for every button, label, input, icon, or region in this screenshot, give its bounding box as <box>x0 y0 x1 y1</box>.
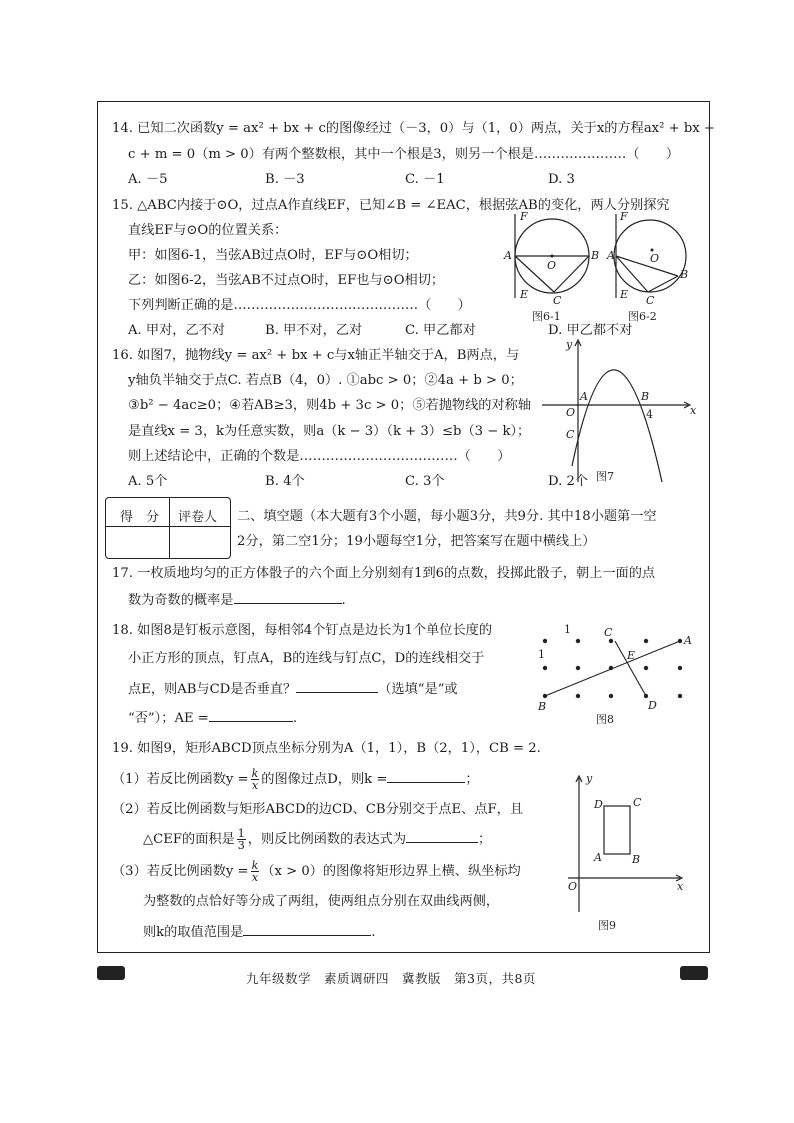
fig61-label-b: B <box>591 249 600 262</box>
fig9-label-b: B <box>632 853 641 866</box>
fig62-label-e: E <box>620 288 629 301</box>
fig62-label-a: A <box>607 249 615 262</box>
fig62-label-b: B <box>680 268 689 281</box>
q15-line4: 乙：如图6-2，当弦AB不过点O时，EF也与⊙O相切； <box>128 273 445 288</box>
q19-answer-blank-1[interactable] <box>387 771 465 783</box>
fig9-label-c: C <box>633 796 642 809</box>
figure-6-1 <box>502 206 602 326</box>
fig62-caption: 图6-2 <box>628 310 657 323</box>
figure-7 <box>538 336 702 489</box>
q15-option-b: B. 甲不对，乙对 <box>265 323 363 338</box>
q16-line1: 16. 如图7，抛物线y = ax² + bx + c与x轴正半轴交于A，B两点，与 <box>112 348 520 363</box>
q16-line2: y轴负半轴交于点C. 若点B（4，0）. ①abc > 0；②4a + b > 0； <box>128 373 523 388</box>
q15-line5: 下列判断正确的是……………………………………（ ） <box>128 298 471 313</box>
fig7-label-x: x <box>690 404 697 417</box>
q19-answer-blank-3[interactable] <box>243 924 371 936</box>
q16-option-a: A. 5个 <box>128 474 168 489</box>
fig9-label-d: D <box>594 798 603 811</box>
q16-line3: ③b² − 4ac≥0；④若AB≥3，则4b + 3c > 0；⑤若抛物线的对称轴 <box>128 398 532 413</box>
fig8-label-b: B <box>538 700 547 713</box>
q19-part1-tail: 的图像过点D，则k = <box>261 772 388 787</box>
fig9-label-a: A <box>594 851 602 864</box>
fig61-label-f: F <box>520 210 528 223</box>
fig7-caption: 图7 <box>596 470 614 483</box>
q16-line4: 是直线x = 3，k为任意实数，则a（k − 3）（k + 3）≤b（3 − k）； <box>128 424 531 439</box>
q18-line4: “否”）；AE = . <box>128 711 298 726</box>
q18-line3-tail: （选填“是”或 <box>378 682 458 697</box>
q19-part3-tail: （x > 0）的图像将矩形边界上横、纵坐标均 <box>261 864 521 879</box>
q15-option-c: C. 甲乙都对 <box>405 323 476 338</box>
q19-part3-line1 <box>112 860 521 883</box>
q18-line4-text: “否”）；AE = <box>128 711 209 726</box>
fig7-label-o: O <box>566 406 576 419</box>
q14-line2: c + m = 0（m > 0）有两个整数根，其中一个根是3，则另一个根是…………………（ ） <box>128 147 680 162</box>
q15-line1: 15. △ABC内接于⊙O，过点A作直线EF，已知∠B = ∠EAC，根据弦AB的变化，两人分别探究 <box>112 198 670 213</box>
q17-line2: 数为奇数的概率是 . <box>128 593 346 608</box>
q15-line2: 直线EF与⊙O的位置关系： <box>128 223 288 238</box>
footer-right-mark <box>680 966 708 980</box>
fig61-label-o: O <box>547 259 557 272</box>
q16-option-d: D. 2个 <box>548 474 589 489</box>
figure-6-2 <box>608 206 704 326</box>
fig62-label-c: C <box>646 294 655 307</box>
q15-line3: 甲：如图6-1，当弦AB过点O时，EF与⊙O相切； <box>128 248 418 263</box>
score-box <box>105 497 231 559</box>
q19-part2-text: △CEF的面积是 <box>143 832 235 847</box>
q14-option-a: A. －5 <box>128 172 168 187</box>
grader-label: 评卷人 <box>178 510 218 525</box>
fig9-label-x: x <box>677 880 684 893</box>
fig62-label-o: O <box>650 252 660 265</box>
fig61-label-c: C <box>553 294 562 307</box>
fig7-label-y: y <box>566 338 573 351</box>
q19-part3-line3-text: 则k的取值范围是 <box>143 925 244 940</box>
fig8-caption: 图8 <box>596 713 614 726</box>
q19-part1: （1）若反比例函数y = $\frac{k}{x}$ 的图像过点D，则k = ； <box>112 767 479 792</box>
q16-option-b: B. 4个 <box>265 474 305 489</box>
q19-part2-line1: （2）若反比例函数与矩形ABCD的边CD、CB分别交于点E、点F，且 <box>112 802 524 817</box>
q19-answer-blank-2[interactable] <box>406 831 478 843</box>
q19-part2-tail: ，则反比例函数的表达式为 <box>247 832 407 847</box>
section2-line1: 二、填空题（本大题有3个小题，每小题3分，共9分. 其中18小题第一空 <box>237 509 657 524</box>
q19-part1-fraction: $\frac{k}{x}$ <box>251 767 259 792</box>
q19-part2-line2: △CEF的面积是 $\frac{1}{3}$ ，则反比例函数的表达式为 ； <box>143 827 492 852</box>
fig8-label-top-1: 1 <box>564 623 571 636</box>
fig61-caption: 图6-1 <box>532 310 561 323</box>
fig7-label-a: A <box>580 390 588 403</box>
fig8-label-c: C <box>604 626 613 639</box>
fig7-label-b: B <box>641 390 650 403</box>
q18-line1: 18. 如图8是钉板示意图，每相邻4个钉点是边长为1个单位长度的 <box>112 623 493 638</box>
q19-part2-fraction: $\frac{1}{3}$ <box>237 827 245 852</box>
q19-part3-text: （3）若反比例函数y = <box>112 864 249 879</box>
fig61-label-e: E <box>520 288 529 301</box>
q18-answer-blank-2[interactable] <box>209 710 293 722</box>
q16-option-c: C. 3个 <box>405 474 445 489</box>
q19-part1-text: （1）若反比例函数y = <box>112 772 249 787</box>
q16-line5: 则上述结论中，正确的个数是………………………………（ ） <box>128 449 511 464</box>
fig8-label-e: E <box>627 649 636 662</box>
q17-line1: 17. 一枚质地均匀的正方体骰子的六个面上分别刻有1到6的点数，投掷此骰子，朝上一面的点 <box>112 566 656 581</box>
q19-part3-fraction: $\frac{k}{x}$ <box>251 859 259 884</box>
q19-part3-line2: 为整数的点恰好等分成了两组，使两组点分别在双曲线两侧， <box>143 894 500 909</box>
q14-option-d: D. 3 <box>548 172 575 187</box>
q15-option-a: A. 甲对，乙不对 <box>128 323 226 338</box>
figure-8 <box>530 622 700 732</box>
q17-answer-blank[interactable] <box>234 592 342 604</box>
q18-answer-blank-1[interactable] <box>296 681 378 693</box>
q18-line2: 小正方形的顶点，钉点A，B的连线与钉点C，D的连线相交于 <box>128 651 485 666</box>
fig9-label-y: y <box>586 772 593 785</box>
q14-option-c: C. －1 <box>405 172 445 187</box>
fig7-label-4: 4 <box>646 408 653 421</box>
footer-left-mark <box>97 966 125 980</box>
q19-line1: 19. 如图9，矩形ABCD顶点坐标分别为A（1，1），B（2，1），CB = 2. <box>112 741 541 756</box>
q18-line3-text: 点E，则AB与CD是否垂直？ <box>128 682 297 697</box>
q19-part3-line3: 则k的取值范围是 . <box>143 925 376 940</box>
q17-line2-text: 数为奇数的概率是 <box>128 593 234 608</box>
fig62-label-f: F <box>620 210 628 223</box>
figure-9 <box>564 770 694 935</box>
score-label: 得 分 <box>120 510 160 525</box>
fig7-label-c: C <box>566 428 575 441</box>
q14-option-b: B. －3 <box>265 172 305 187</box>
fig61-label-a: A <box>504 249 512 262</box>
fig9-label-o: O <box>568 880 578 893</box>
fig8-label-left-1: 1 <box>538 648 545 661</box>
q14-line1: 14. 已知二次函数y = ax² + bx + c的图像经过（－3，0）与（1，0）两点，关于x的方程ax² + bx + <box>112 121 715 136</box>
page-footer: 九年级数学 素质调研四 冀教版 第3页，共8页 <box>246 971 536 986</box>
q18-line3 <box>128 681 458 696</box>
fig8-label-d: D <box>648 699 657 712</box>
fig8-label-a: A <box>684 634 692 647</box>
section2-line2: 2分，第二空1分；19小题每空1分，把答案写在题中横线上） <box>237 534 596 549</box>
q15-option-d: D. 甲乙都不对 <box>548 323 633 338</box>
fig9-caption: 图9 <box>598 919 616 932</box>
